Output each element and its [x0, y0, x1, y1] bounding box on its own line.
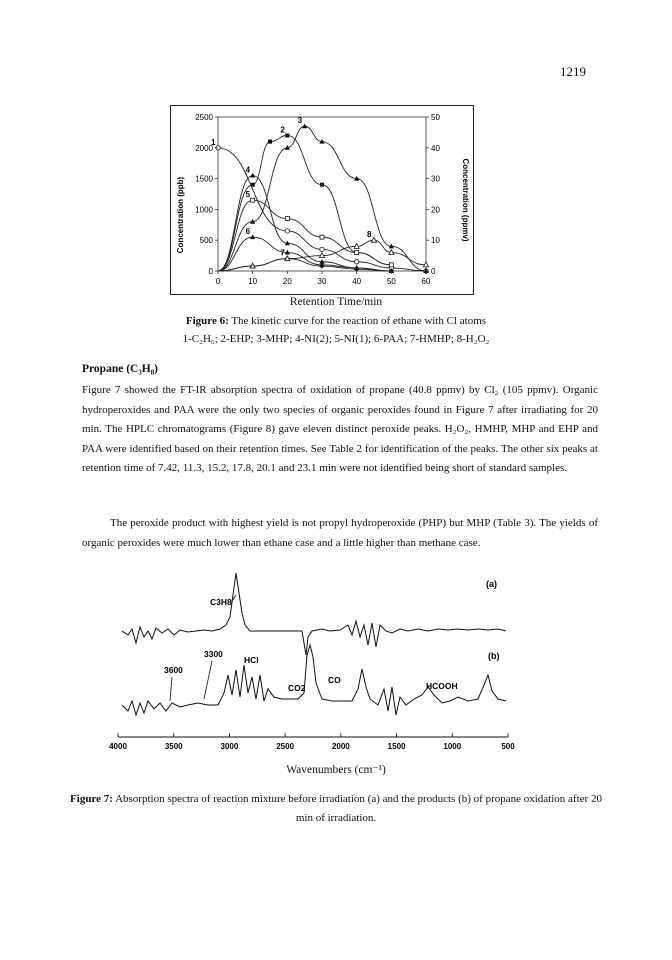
x-tick-label: 60 [421, 277, 431, 286]
data-point [250, 173, 255, 178]
figure-7-caption [70, 790, 602, 828]
y2-tick-label: 10 [431, 236, 440, 246]
series-label: 4 [245, 165, 251, 175]
x-tick-label: 500 [501, 742, 515, 751]
x-tick-label: 50 [386, 277, 396, 286]
series-label: 3 [297, 116, 303, 126]
figure-6-caption-text: The kinetic curve for the reaction of ethane with Cl atoms [228, 315, 487, 327]
annotation-hcl: HCl [244, 655, 259, 665]
y2-tick-label: 0 [431, 267, 436, 276]
annotation-3300: 3300 [204, 649, 223, 659]
data-point [251, 183, 255, 187]
arrow-3600 [170, 677, 172, 701]
paragraph-2: The peroxide product with highest yield is not propyl hydroperoxide (PHP) but MHP (Table 3). The yields of organic peroxides were much lower than ethane case and a little higher than methane case. [82, 517, 598, 549]
data-point [389, 263, 393, 267]
data-point [320, 183, 324, 187]
data-point [251, 198, 255, 202]
data-point [355, 251, 359, 255]
data-point [250, 234, 255, 239]
series-label: 7 [280, 248, 285, 258]
x-tick-label: 1500 [387, 742, 406, 751]
x-tick-label: 4000 [109, 742, 127, 751]
data-point [320, 235, 324, 239]
y2-tick-label: 40 [431, 143, 440, 153]
y-tick-label: 1500 [195, 174, 213, 184]
y2-tick-label: 30 [431, 174, 440, 184]
y-tick-label: 2500 [195, 113, 213, 122]
x-tick-label: 10 [248, 277, 258, 286]
figure-6-caption [0, 315, 672, 327]
series-line-2 [218, 135, 391, 271]
x-tick-label: 3000 [220, 742, 239, 751]
data-point [371, 237, 376, 242]
spectrum-a-line [122, 573, 506, 655]
figure-7-caption-label: Figure 7: [70, 793, 113, 805]
series-line-4 [218, 176, 391, 271]
page-number: 1219 [560, 64, 586, 79]
x-tick-label: 1000 [443, 742, 462, 751]
spectrum-b-line [122, 645, 506, 715]
y-axis-label-right: Concentration (ppmv) [461, 158, 470, 242]
figure-6-caption-label: Figure 6: [185, 315, 229, 327]
x-tick-label: 40 [352, 277, 362, 286]
figure-7-caption-text: Absorption spectra of reaction mixture before irradiation (a) and the products (b) of propane oxidation after 20 min of irradiation. [112, 793, 602, 824]
annotation-3600: 3600 [164, 665, 183, 675]
data-point [285, 229, 289, 233]
paragraph-1: Figure 7 showed the FT-IR absorption spectra of oxidation of propane (40.8 ppmv) by Cl₂ (105 ppmv). Organic hydroperoxides and PAA were the only two species of organic peroxides found in Figure 7 after irradiating for 20 min. The HPLC chromatograms (Figure 8) gave eleven distinct peroxide peaks. H₂O₂, HMHP, MHP and EHP and PAA were identified based on their retention times. See Table 2 for identification of the peaks. The other six peaks at retention time of 7.42, 11.3, 15.2, 17.8, 20.1 and 23.1 min were not identified being short of standard samples. [82, 384, 598, 474]
x-tick-label: 2500 [276, 742, 295, 751]
figure-6-legend-line: 1-C₂H₆; 2-EHP; 3-MHP; 4-NI(2); 5-NI(1); 6-PAA; 7-HMHP; 8-H₂O₂ [182, 333, 490, 345]
label-b: (b) [488, 651, 500, 661]
label-a: (a) [486, 579, 497, 589]
annotation-co: CO [328, 675, 341, 685]
x-tick-label: 2000 [331, 742, 350, 751]
series-label: 6 [245, 227, 251, 237]
y-tick-label: 2000 [195, 143, 213, 153]
data-point [302, 123, 307, 128]
data-point [354, 260, 358, 264]
x-tick-label: 0 [215, 277, 221, 286]
y-axis-label-left: Concentration (ppb) [176, 176, 185, 254]
data-point [268, 140, 272, 144]
y2-tick-label: 20 [431, 205, 440, 215]
annotation-hcooh: HCOOH [426, 681, 458, 691]
x-tick-label: 20 [282, 277, 292, 286]
data-point [320, 247, 324, 251]
data-point [285, 217, 289, 221]
x-tick-label: 30 [317, 277, 327, 286]
section-heading-propane: Propane (C₃H₈) [82, 363, 158, 375]
series-line-7 [218, 259, 391, 271]
figure-7-spectra [108, 565, 520, 755]
figure-6-x-axis-title: Retention Time/min [289, 296, 383, 308]
y-tick-label: 500 [199, 236, 213, 246]
series-label: 5 [245, 190, 251, 200]
arrow-3300 [204, 661, 212, 699]
annotation-c3h8: C3H8 [210, 597, 232, 607]
y-tick-label: 1000 [195, 205, 213, 215]
data-point [285, 133, 289, 137]
series-label: 2 [280, 125, 285, 135]
figure-6-chart [170, 105, 474, 295]
annotation-co2: CO2 [288, 683, 306, 693]
y-tick-label: 0 [208, 267, 213, 276]
series-label: 1 [211, 137, 216, 147]
series-label: 8 [367, 230, 372, 240]
data-point [319, 263, 324, 268]
x-tick-label: 3500 [164, 742, 183, 751]
figure-7-x-axis-title: Wavenumbers (cm⁻¹) [286, 764, 386, 776]
y2-tick-label: 50 [431, 113, 440, 122]
series-line-5 [218, 200, 391, 271]
